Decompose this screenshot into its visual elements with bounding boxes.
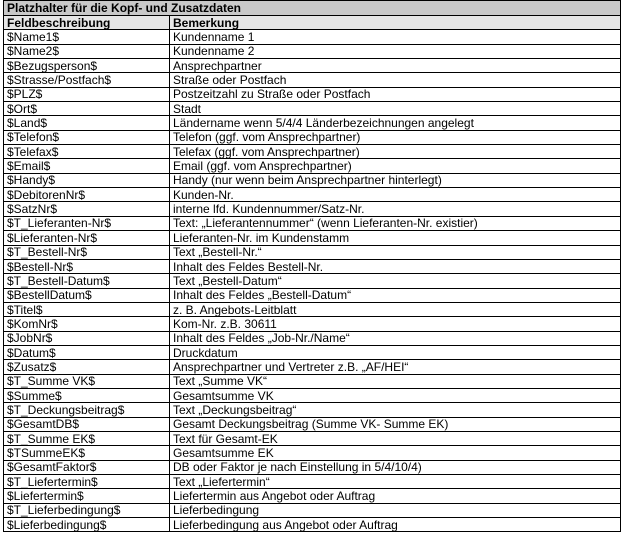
cell-bemerkung: Text: „Lieferantennummer“ (wenn Lieferanten-Nr. existier) — [170, 216, 621, 230]
cell-feldbeschreibung: $Handy$ — [4, 173, 170, 187]
cell-bemerkung: Text „Bestell-Nr.“ — [170, 245, 621, 259]
table-row — [4, 159, 621, 173]
cell-bemerkung: Ansprechpartner und Vertreter z.B. „AF/HEI“ — [170, 360, 621, 374]
placeholder-table — [3, 0, 621, 532]
cell-feldbeschreibung: $GesamtFaktor$ — [4, 460, 170, 474]
cell-bemerkung: Inhalt des Feldes „Job-Nr./Name“ — [170, 331, 621, 345]
table-row — [4, 145, 621, 159]
cell-feldbeschreibung: $Ort$ — [4, 102, 170, 116]
cell-bemerkung: Stadt — [170, 102, 621, 116]
table-row — [4, 116, 621, 130]
table-row — [4, 374, 621, 388]
cell-feldbeschreibung: $T_Summe VK$ — [4, 374, 170, 388]
table-row — [4, 216, 621, 230]
cell-feldbeschreibung: $BestellDatum$ — [4, 288, 170, 302]
table-row — [4, 518, 621, 532]
cell-feldbeschreibung: $KomNr$ — [4, 317, 170, 331]
table-row — [4, 417, 621, 431]
cell-bemerkung: Ländername wenn 5/4/4 Länderbezeichnungen angelegt — [170, 116, 621, 130]
cell-bemerkung: Gesamtsumme EK — [170, 446, 621, 460]
table-row — [4, 475, 621, 489]
table-row — [4, 173, 621, 187]
table-title: Platzhalter für die Kopf- und Zusatzdaten — [4, 1, 621, 16]
table-row — [4, 44, 621, 58]
cell-bemerkung: Kundenname 1 — [170, 30, 621, 44]
cell-bemerkung: Druckdatum — [170, 345, 621, 359]
table-row — [4, 317, 621, 331]
cell-feldbeschreibung: $Bestell-Nr$ — [4, 259, 170, 273]
cell-feldbeschreibung: $T_Bestell-Datum$ — [4, 274, 170, 288]
cell-bemerkung: Kunden-Nr. — [170, 188, 621, 202]
cell-bemerkung: Liefertermin aus Angebot oder Auftrag — [170, 489, 621, 503]
cell-bemerkung: Lieferbedingung — [170, 503, 621, 517]
table-row — [4, 202, 621, 216]
cell-bemerkung: Text „Bestell-Datum“ — [170, 274, 621, 288]
table-row — [4, 388, 621, 402]
table-row — [4, 446, 621, 460]
table-row — [4, 331, 621, 345]
table-row — [4, 130, 621, 144]
cell-feldbeschreibung: $DebitorenNr$ — [4, 188, 170, 202]
table-row — [4, 188, 621, 202]
cell-bemerkung: Lieferanten-Nr. im Kundenstamm — [170, 231, 621, 245]
cell-feldbeschreibung: $Name2$ — [4, 44, 170, 58]
table-row — [4, 460, 621, 474]
table-row — [4, 245, 621, 259]
cell-feldbeschreibung: $T_Bestell-Nr$ — [4, 245, 170, 259]
cell-bemerkung: Gesamtsumme VK — [170, 388, 621, 402]
cell-feldbeschreibung: $Telefon$ — [4, 130, 170, 144]
placeholder-table-container — [3, 0, 620, 532]
cell-feldbeschreibung: $T_Lieferanten-Nr$ — [4, 216, 170, 230]
cell-feldbeschreibung: $T_Liefertermin$ — [4, 475, 170, 489]
cell-bemerkung: Text für Gesamt-EK — [170, 431, 621, 445]
table-row — [4, 431, 621, 445]
cell-bemerkung: DB oder Faktor je nach Einstellung in 5/4/10/4) — [170, 460, 621, 474]
cell-feldbeschreibung: $Email$ — [4, 159, 170, 173]
cell-bemerkung: Kundenname 2 — [170, 44, 621, 58]
cell-feldbeschreibung: $TSummeEK$ — [4, 446, 170, 460]
table-row — [4, 288, 621, 302]
cell-bemerkung: Text „Deckungsbeitrag“ — [170, 403, 621, 417]
cell-feldbeschreibung: $Lieferbedingung$ — [4, 518, 170, 532]
cell-bemerkung: Text „Summe VK“ — [170, 374, 621, 388]
table-row — [4, 302, 621, 316]
cell-feldbeschreibung: $Land$ — [4, 116, 170, 130]
table-title-row — [4, 1, 621, 16]
cell-feldbeschreibung: $Liefertermin$ — [4, 489, 170, 503]
cell-bemerkung: Postzeitzahl zu Straße oder Postfach — [170, 87, 621, 101]
cell-feldbeschreibung: $T_Deckungsbeitrag$ — [4, 403, 170, 417]
column-header-bemerkung: Bemerkung — [170, 16, 621, 30]
cell-bemerkung: Inhalt des Feldes Bestell-Nr. — [170, 259, 621, 273]
cell-bemerkung: Gesamt Deckungsbeitrag (Summe VK- Summe EK) — [170, 417, 621, 431]
table-row — [4, 360, 621, 374]
cell-feldbeschreibung: $Zusatz$ — [4, 360, 170, 374]
cell-feldbeschreibung: $Strasse/Postfach$ — [4, 73, 170, 87]
cell-feldbeschreibung: $Name1$ — [4, 30, 170, 44]
cell-bemerkung: Email (ggf. vom Ansprechpartner) — [170, 159, 621, 173]
cell-feldbeschreibung: $GesamtDB$ — [4, 417, 170, 431]
table-row — [4, 345, 621, 359]
cell-bemerkung: Inhalt des Feldes „Bestell-Datum“ — [170, 288, 621, 302]
cell-bemerkung: interne lfd. Kundennummer/Satz-Nr. — [170, 202, 621, 216]
cell-bemerkung: z. B. Angebots-Leitblatt — [170, 302, 621, 316]
table-row — [4, 403, 621, 417]
cell-feldbeschreibung: $Summe$ — [4, 388, 170, 402]
table-body — [4, 30, 621, 532]
cell-feldbeschreibung: $Lieferanten-Nr$ — [4, 231, 170, 245]
cell-feldbeschreibung: $Titel$ — [4, 302, 170, 316]
table-header-row — [4, 16, 621, 30]
cell-feldbeschreibung: $Telefax$ — [4, 145, 170, 159]
cell-bemerkung: Handy (nur wenn beim Ansprechpartner hinterlegt) — [170, 173, 621, 187]
cell-bemerkung: Straße oder Postfach — [170, 73, 621, 87]
cell-feldbeschreibung: $T_Lieferbedingung$ — [4, 503, 170, 517]
cell-bemerkung: Lieferbedingung aus Angebot oder Auftrag — [170, 518, 621, 532]
cell-bemerkung: Telefon (ggf. vom Ansprechpartner) — [170, 130, 621, 144]
cell-feldbeschreibung: $SatzNr$ — [4, 202, 170, 216]
cell-bemerkung: Ansprechpartner — [170, 59, 621, 73]
cell-bemerkung: Telefax (ggf. vom Ansprechpartner) — [170, 145, 621, 159]
cell-feldbeschreibung: $Bezugsperson$ — [4, 59, 170, 73]
cell-feldbeschreibung: $T_Summe EK$ — [4, 431, 170, 445]
table-row — [4, 274, 621, 288]
table-row — [4, 59, 621, 73]
cell-bemerkung: Kom-Nr. z.B. 30611 — [170, 317, 621, 331]
table-row — [4, 503, 621, 517]
table-row — [4, 30, 621, 44]
table-row — [4, 73, 621, 87]
table-row — [4, 259, 621, 273]
table-row — [4, 231, 621, 245]
column-header-feldbeschreibung: Feldbeschreibung — [4, 16, 170, 30]
cell-feldbeschreibung: $PLZ$ — [4, 87, 170, 101]
table-row — [4, 102, 621, 116]
cell-bemerkung: Text „Liefertermin“ — [170, 475, 621, 489]
table-row — [4, 489, 621, 503]
table-row — [4, 87, 621, 101]
cell-feldbeschreibung: $JobNr$ — [4, 331, 170, 345]
cell-feldbeschreibung: $Datum$ — [4, 345, 170, 359]
